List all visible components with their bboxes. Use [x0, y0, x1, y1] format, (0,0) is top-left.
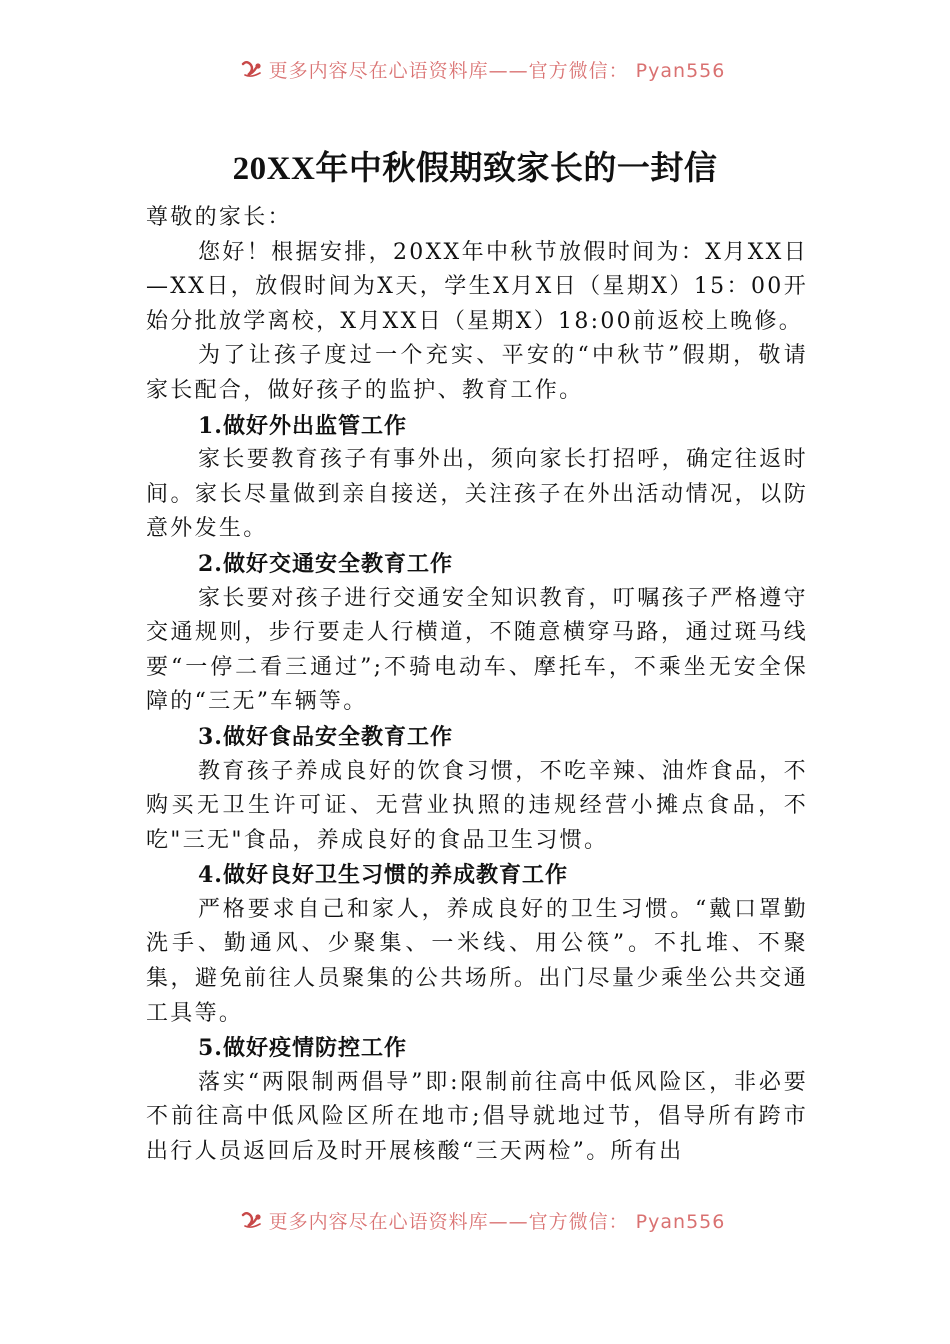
salutation: 尊敬的家长：: [146, 205, 292, 230]
section-heading: 3.做好食品安全教育工作: [198, 723, 453, 750]
section-paragraph: 教育孩子养成良好的饮食习惯，不吃辛辣、油炸食品，不购买无卫生许可证、无营业执照的违规经营小摊点食品，不吃"三无"食品，养成良好的食品卫生习惯。: [146, 758, 808, 853]
watermark-banner-bottom: [0, 1207, 950, 1233]
logo-icon: [241, 1211, 263, 1229]
section-paragraph: 家长要对孩子进行交通安全知识教育，叮嘱孩子严格遵守交通规则，步行要走人行横道，不随意横穿马路，通过斑马线要“一停二看三通过”;不骑电动车、摩托车，不乘坐无安全保障的“三无”车辆等。: [146, 585, 808, 715]
intro-paragraph: 您好！根据安排，20XX年中秋节放假时间为：X月XX日—XX日，放假时间为X天，学生X月X日（星期X）15：00开始分批放学离校，X月XX日（星期X）18:00前返校上晚修。: [146, 239, 808, 334]
watermark-text: 更多内容尽在心语资料库——官方微信： Pyan556: [268, 59, 726, 82]
section-paragraph: 落实“两限制两倡导”即:限制前往高中低风险区，非必要不前往高中低风险区所在地市;倡导就地过节，倡导所有跨市出行人员返回后及时开展核酸“三天两检”。所有出: [146, 1069, 808, 1165]
section-heading: 2.做好交通安全教育工作: [198, 550, 453, 577]
section-heading: 5.做好疫情防控工作: [198, 1035, 407, 1062]
watermark-banner-top: [0, 56, 950, 82]
section-heading: 1.做好外出监管工作: [198, 412, 407, 439]
letter-body: [146, 201, 808, 1170]
purpose-paragraph: 为了让孩子度过一个充实、平安的“中秋节”假期，敬请家长配合，做好孩子的监护、教育工作。: [146, 343, 808, 403]
document-title: 20XX年中秋假期致家长的一封信: [232, 151, 718, 187]
section-paragraph: 家长要教育孩子有事外出，须向家长打招呼，确定往返时间。家长尽量做到亲自接送，关注孩子在外出活动情况，以防意外发生。: [146, 447, 808, 542]
section-heading: 4.做好良好卫生习惯的养成教育工作: [198, 862, 568, 889]
watermark-text: 更多内容尽在心语资料库——官方微信： Pyan556: [268, 1210, 726, 1233]
section-paragraph: 严格要求自己和家人，养成良好的卫生习惯。“戴口罩勤洗手、勤通风、少聚集、一米线、用公筷”。不扎堆、不聚集，避免前往人员聚集的公共场所。出门尽量少乘坐公共交通工具等。: [146, 896, 808, 1026]
logo-icon: [241, 60, 263, 78]
